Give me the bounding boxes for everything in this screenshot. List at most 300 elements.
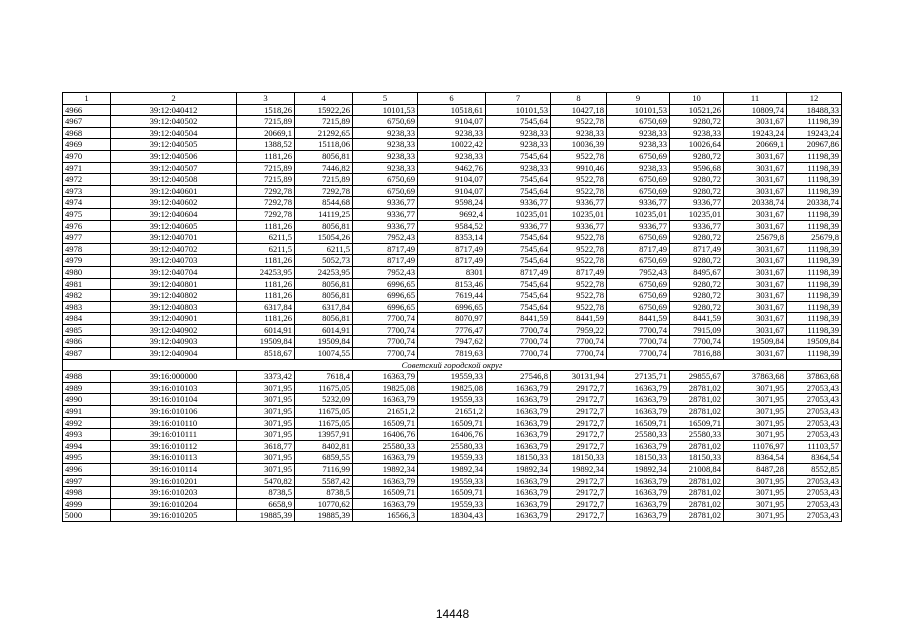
table-row (63, 127, 842, 139)
table-cell: 19509,84 (295, 336, 353, 348)
table-cell: 3031,67 (724, 243, 787, 255)
section-label: Советский городской округ (63, 359, 842, 371)
table-cell: 9336,77 (353, 220, 418, 232)
table-cell: 7215,89 (237, 162, 295, 174)
table-cell: 9104,07 (418, 174, 486, 186)
table-cell: 25580,33 (607, 429, 670, 441)
table-cell: 4967 (63, 116, 111, 128)
table-cell: 6750,69 (607, 150, 670, 162)
table-cell: 39:12:040508 (111, 174, 237, 186)
table-cell: 3071,95 (237, 417, 295, 429)
table-cell: 8717,49 (486, 266, 551, 278)
table-cell: 39:12:040505 (111, 139, 237, 151)
table-cell: 6211,5 (237, 232, 295, 244)
table-cell: 9336,77 (551, 197, 607, 209)
table-cell: 29172,7 (551, 429, 607, 441)
table-cell: 4972 (63, 174, 111, 186)
table-cell: 6750,69 (607, 301, 670, 313)
table-cell: 29855,67 (670, 371, 724, 383)
table-cell: 11198,39 (787, 290, 842, 302)
table-cell: 28781,02 (670, 487, 724, 499)
table-cell: 9598,24 (418, 197, 486, 209)
table-cell: 11198,39 (787, 266, 842, 278)
table-cell: 39:12:040604 (111, 208, 237, 220)
table-cell: 16363,79 (607, 394, 670, 406)
table-cell: 3071,95 (724, 382, 787, 394)
table-cell: 39:12:040802 (111, 290, 237, 302)
table-cell: 29172,7 (551, 498, 607, 510)
table-cell: 9336,77 (353, 197, 418, 209)
table-cell: 4968 (63, 127, 111, 139)
table-cell: 9280,72 (670, 278, 724, 290)
table-cell: 4974 (63, 197, 111, 209)
table-cell: 3031,67 (724, 290, 787, 302)
table-cell: 8056,81 (295, 278, 353, 290)
table-cell: 7700,74 (353, 348, 418, 360)
table-cell: 8717,49 (418, 243, 486, 255)
table-cell: 8301 (418, 266, 486, 278)
table-row (63, 429, 842, 441)
column-header: 8 (551, 93, 607, 105)
table-cell: 3071,95 (724, 498, 787, 510)
table-cell: 6996,65 (353, 278, 418, 290)
table-cell: 39:12:040901 (111, 313, 237, 325)
table-cell: 39:12:040412 (111, 104, 237, 116)
table-cell: 39:12:040704 (111, 266, 237, 278)
table-cell: 9238,33 (551, 127, 607, 139)
table-cell: 39:16:010104 (111, 394, 237, 406)
table-cell: 6996,65 (353, 301, 418, 313)
table-cell: 9280,72 (670, 232, 724, 244)
table-cell: 16363,79 (353, 475, 418, 487)
table-cell: 28781,02 (670, 394, 724, 406)
table-cell: 27053,43 (787, 382, 842, 394)
table-cell: 7545,64 (486, 290, 551, 302)
table-cell: 16363,79 (353, 394, 418, 406)
table-cell: 7619,44 (418, 290, 486, 302)
table-cell: 8495,67 (670, 266, 724, 278)
table-cell: 7700,74 (486, 324, 551, 336)
table-cell: 9238,33 (486, 139, 551, 151)
table-cell: 3031,67 (724, 313, 787, 325)
table-cell: 7947,62 (418, 336, 486, 348)
table-cell: 39:12:040504 (111, 127, 237, 139)
table-cell: 19559,33 (418, 498, 486, 510)
table-cell: 8544,68 (295, 197, 353, 209)
table-cell: 11198,39 (787, 301, 842, 313)
table-row (63, 174, 842, 186)
table-cell: 19559,33 (418, 475, 486, 487)
table-cell: 4981 (63, 278, 111, 290)
table-cell: 11198,39 (787, 348, 842, 360)
table-row (63, 336, 842, 348)
table-cell: 9280,72 (670, 301, 724, 313)
table-cell: 7700,74 (486, 348, 551, 360)
table-cell: 3071,95 (724, 394, 787, 406)
table-cell: 9238,33 (353, 150, 418, 162)
table-cell: 39:12:040502 (111, 116, 237, 128)
table-cell: 1181,26 (237, 278, 295, 290)
table-cell: 6750,69 (353, 185, 418, 197)
table-cell: 10235,01 (670, 208, 724, 220)
table-cell: 16566,3 (353, 510, 418, 522)
table-cell: 19885,39 (295, 510, 353, 522)
table-cell: 16509,71 (353, 487, 418, 499)
table-cell: 16363,79 (353, 371, 418, 383)
table-cell: 4988 (63, 371, 111, 383)
table-cell: 19243,24 (724, 127, 787, 139)
table-cell: 4979 (63, 255, 111, 267)
table-cell: 4996 (63, 464, 111, 476)
table-cell: 7292,78 (237, 185, 295, 197)
table-cell: 19892,34 (353, 464, 418, 476)
table-cell: 7816,88 (670, 348, 724, 360)
table-cell: 39:12:040703 (111, 255, 237, 267)
column-header: 12 (787, 93, 842, 105)
table-cell: 19892,34 (418, 464, 486, 476)
table-cell: 18150,33 (670, 452, 724, 464)
table-cell: 16363,79 (486, 417, 551, 429)
table-cell: 16363,79 (607, 510, 670, 522)
table-cell: 9104,07 (418, 185, 486, 197)
table-row (63, 301, 842, 313)
table-cell: 4991 (63, 406, 111, 418)
table-cell: 9280,72 (670, 185, 724, 197)
table-cell: 16363,79 (486, 394, 551, 406)
table-cell: 8056,81 (295, 150, 353, 162)
table-cell: 9336,77 (607, 220, 670, 232)
table-row (63, 440, 842, 452)
table-row (63, 475, 842, 487)
table-cell: 11103,57 (787, 440, 842, 452)
table-cell: 1181,26 (237, 220, 295, 232)
table-cell: 9238,33 (418, 127, 486, 139)
table-cell: 15922,26 (295, 104, 353, 116)
table-cell: 9238,33 (486, 162, 551, 174)
table-cell: 9522,78 (551, 116, 607, 128)
column-header: 9 (607, 93, 670, 105)
table-cell: 7700,74 (670, 336, 724, 348)
table-cell: 19559,33 (418, 452, 486, 464)
table-cell: 4969 (63, 139, 111, 151)
table-cell: 19885,39 (237, 510, 295, 522)
table-cell: 8441,59 (670, 313, 724, 325)
table-cell: 39:12:040904 (111, 348, 237, 360)
table-cell: 29172,7 (551, 382, 607, 394)
table-cell: 16509,71 (418, 487, 486, 499)
table-row (63, 232, 842, 244)
table-row (63, 510, 842, 522)
table-cell: 3071,95 (724, 510, 787, 522)
table-cell: 10427,18 (551, 104, 607, 116)
table-cell: 11675,05 (295, 406, 353, 418)
table-cell: 39:16:010106 (111, 406, 237, 418)
table-cell: 29172,7 (551, 487, 607, 499)
table-cell: 3031,67 (724, 324, 787, 336)
table-cell: 7952,43 (353, 232, 418, 244)
table-cell: 37863,68 (724, 371, 787, 383)
table-row (63, 417, 842, 429)
table-cell: 25679,8 (724, 232, 787, 244)
table-cell: 6750,69 (353, 174, 418, 186)
table-cell: 9238,33 (353, 139, 418, 151)
table-cell: 21008,84 (670, 464, 724, 476)
table-cell: 11198,39 (787, 255, 842, 267)
table-cell: 9584,52 (418, 220, 486, 232)
table-cell: 6996,65 (353, 290, 418, 302)
table-cell: 3031,67 (724, 162, 787, 174)
table-cell: 27135,71 (607, 371, 670, 383)
table-cell: 9522,78 (551, 174, 607, 186)
table-cell: 6750,69 (607, 290, 670, 302)
table-cell: 6658,9 (237, 498, 295, 510)
table-cell: 3031,67 (724, 278, 787, 290)
table-cell: 7700,74 (353, 324, 418, 336)
table-cell: 6014,91 (295, 324, 353, 336)
table-cell: 16509,71 (670, 417, 724, 429)
table-cell: 10101,53 (607, 104, 670, 116)
table-cell: 29172,7 (551, 417, 607, 429)
table-cell: 7700,74 (607, 336, 670, 348)
table-cell: 9238,33 (486, 127, 551, 139)
table-cell: 3071,95 (237, 406, 295, 418)
table-cell: 7545,64 (486, 116, 551, 128)
table-cell: 4984 (63, 313, 111, 325)
table-cell: 4989 (63, 382, 111, 394)
column-header: 6 (418, 93, 486, 105)
table-cell: 20338,74 (724, 197, 787, 209)
table-cell: 3071,95 (237, 394, 295, 406)
table-cell: 8738,5 (237, 487, 295, 499)
table-cell: 16363,79 (353, 498, 418, 510)
table-cell: 28781,02 (670, 440, 724, 452)
table-cell: 27053,43 (787, 475, 842, 487)
table-cell: 7292,78 (295, 185, 353, 197)
table-cell: 30131,94 (551, 371, 607, 383)
table-cell: 11076,97 (724, 440, 787, 452)
table-cell: 4999 (63, 498, 111, 510)
table-row (63, 266, 842, 278)
table-cell: 10074,55 (295, 348, 353, 360)
table-cell: 8402,81 (295, 440, 353, 452)
column-header: 3 (237, 93, 295, 105)
table-cell: 9522,78 (551, 185, 607, 197)
table-cell: 21651,2 (353, 406, 418, 418)
table-cell: 3031,67 (724, 255, 787, 267)
table-cell: 7446,82 (295, 162, 353, 174)
table-cell: 16363,79 (486, 510, 551, 522)
table-cell: 9280,72 (670, 116, 724, 128)
table-cell: 11198,39 (787, 220, 842, 232)
table-cell: 6014,91 (237, 324, 295, 336)
table-cell: 9336,77 (607, 197, 670, 209)
table-row (63, 371, 842, 383)
column-header: 4 (295, 93, 353, 105)
table-cell: 27053,43 (787, 498, 842, 510)
table-cell: 6859,55 (295, 452, 353, 464)
table-cell: 5587,42 (295, 475, 353, 487)
table-cell: 7952,43 (353, 266, 418, 278)
table-cell: 16363,79 (486, 475, 551, 487)
table-cell: 29172,7 (551, 394, 607, 406)
table-cell: 27546,8 (486, 371, 551, 383)
table-cell: 24253,95 (295, 266, 353, 278)
table-cell: 6996,65 (418, 301, 486, 313)
table-cell: 3071,95 (237, 464, 295, 476)
data-table (62, 92, 842, 522)
table-cell: 4985 (63, 324, 111, 336)
table-cell: 4966 (63, 104, 111, 116)
table-cell: 39:12:040602 (111, 197, 237, 209)
table-row (63, 150, 842, 162)
table-cell: 10235,01 (486, 208, 551, 220)
table-cell: 4971 (63, 162, 111, 174)
table-cell: 8441,59 (486, 313, 551, 325)
table-cell: 16363,79 (607, 382, 670, 394)
table-cell: 9596,68 (670, 162, 724, 174)
table-cell: 16363,79 (486, 440, 551, 452)
table-cell: 9280,72 (670, 150, 724, 162)
table-cell: 10809,74 (724, 104, 787, 116)
table-cell: 39:12:040506 (111, 150, 237, 162)
table-cell: 8717,49 (607, 243, 670, 255)
table-cell: 8056,81 (295, 313, 353, 325)
table-cell: 7545,64 (486, 301, 551, 313)
table-cell: 39:16:010203 (111, 487, 237, 499)
table-cell: 28781,02 (670, 498, 724, 510)
table-cell: 20669,1 (237, 127, 295, 139)
table-cell: 11198,39 (787, 185, 842, 197)
table-cell: 3071,95 (237, 429, 295, 441)
table-cell: 7116,99 (295, 464, 353, 476)
table-cell: 7915,09 (670, 324, 724, 336)
table-cell: 16509,71 (418, 417, 486, 429)
table-cell: 18150,33 (551, 452, 607, 464)
table-cell: 16509,71 (607, 417, 670, 429)
table-cell: 4976 (63, 220, 111, 232)
table-cell: 6750,69 (607, 116, 670, 128)
table-cell: 25580,33 (353, 440, 418, 452)
table-cell: 8353,14 (418, 232, 486, 244)
table-cell: 5232,09 (295, 394, 353, 406)
table-cell: 8717,49 (353, 255, 418, 267)
table-cell: 8441,59 (551, 313, 607, 325)
table-cell: 7545,64 (486, 174, 551, 186)
table-row (63, 406, 842, 418)
table-cell: 6750,69 (607, 278, 670, 290)
table-cell: 16363,79 (607, 406, 670, 418)
table-cell: 7215,89 (237, 116, 295, 128)
table-cell: 27053,43 (787, 429, 842, 441)
table-cell: 5000 (63, 510, 111, 522)
table-cell: 4987 (63, 348, 111, 360)
table-cell: 3071,95 (237, 382, 295, 394)
table-row (63, 498, 842, 510)
table-cell: 5052,73 (295, 255, 353, 267)
table-row (63, 452, 842, 464)
table-cell: 39:12:040605 (111, 220, 237, 232)
table-cell: 16406,76 (418, 429, 486, 441)
table-cell: 39:12:040803 (111, 301, 237, 313)
table-cell: 27053,43 (787, 417, 842, 429)
table-cell: 7700,74 (353, 313, 418, 325)
table-cell: 39:16:010113 (111, 452, 237, 464)
table-cell: 29172,7 (551, 406, 607, 418)
table-cell: 19509,84 (787, 336, 842, 348)
table-cell: 39:12:040903 (111, 336, 237, 348)
column-header: 2 (111, 93, 237, 105)
column-header: 11 (724, 93, 787, 105)
table-cell: 16363,79 (607, 440, 670, 452)
table-cell: 4998 (63, 487, 111, 499)
table-cell: 3071,95 (724, 406, 787, 418)
table-cell: 7700,74 (551, 348, 607, 360)
table-cell: 8441,59 (607, 313, 670, 325)
table-cell: 3031,67 (724, 266, 787, 278)
table-cell: 3373,42 (237, 371, 295, 383)
table-cell: 27053,43 (787, 406, 842, 418)
table-cell: 29172,7 (551, 475, 607, 487)
table-cell: 11675,05 (295, 382, 353, 394)
table-cell: 9238,33 (607, 139, 670, 151)
table-cell: 8738,5 (295, 487, 353, 499)
table-cell: 18150,33 (607, 452, 670, 464)
table-cell: 4977 (63, 232, 111, 244)
table-cell: 6211,5 (295, 243, 353, 255)
table-row (63, 382, 842, 394)
table-cell: 7952,43 (607, 266, 670, 278)
table-cell: 8364,54 (787, 452, 842, 464)
table-cell: 25580,33 (418, 440, 486, 452)
table-cell: 7545,64 (486, 232, 551, 244)
table-cell: 9336,77 (551, 220, 607, 232)
table-cell: 16363,79 (486, 429, 551, 441)
table-cell: 9238,33 (418, 150, 486, 162)
table-cell: 3031,67 (724, 174, 787, 186)
table-cell: 19892,34 (486, 464, 551, 476)
table-row (63, 278, 842, 290)
table-cell: 10101,53 (486, 104, 551, 116)
table-cell: 39:12:040507 (111, 162, 237, 174)
table-row (63, 116, 842, 128)
table-cell: 4994 (63, 440, 111, 452)
table-cell: 29172,7 (551, 510, 607, 522)
table-cell: 6750,69 (353, 116, 418, 128)
table-cell: 28781,02 (670, 510, 724, 522)
table-cell: 39:16:010201 (111, 475, 237, 487)
table-cell: 6750,69 (607, 232, 670, 244)
table-cell: 11198,39 (787, 243, 842, 255)
table-cell: 13957,91 (295, 429, 353, 441)
table-cell: 19509,84 (724, 336, 787, 348)
table-cell: 9104,07 (418, 116, 486, 128)
table-cell: 9522,78 (551, 150, 607, 162)
table-cell: 3071,95 (724, 417, 787, 429)
table-cell: 8717,49 (353, 243, 418, 255)
table-cell: 8552,85 (787, 464, 842, 476)
table-cell: 28781,02 (670, 406, 724, 418)
table-cell: 19559,33 (418, 394, 486, 406)
table-cell: 8070,97 (418, 313, 486, 325)
table-cell: 15054,26 (295, 232, 353, 244)
table-cell: 9522,78 (551, 278, 607, 290)
table-cell: 7215,89 (237, 174, 295, 186)
table-cell: 9336,77 (670, 197, 724, 209)
table-cell: 10235,01 (551, 208, 607, 220)
table-cell: 6750,69 (607, 174, 670, 186)
table-cell: 7959,22 (551, 324, 607, 336)
table-cell: 8717,49 (670, 243, 724, 255)
